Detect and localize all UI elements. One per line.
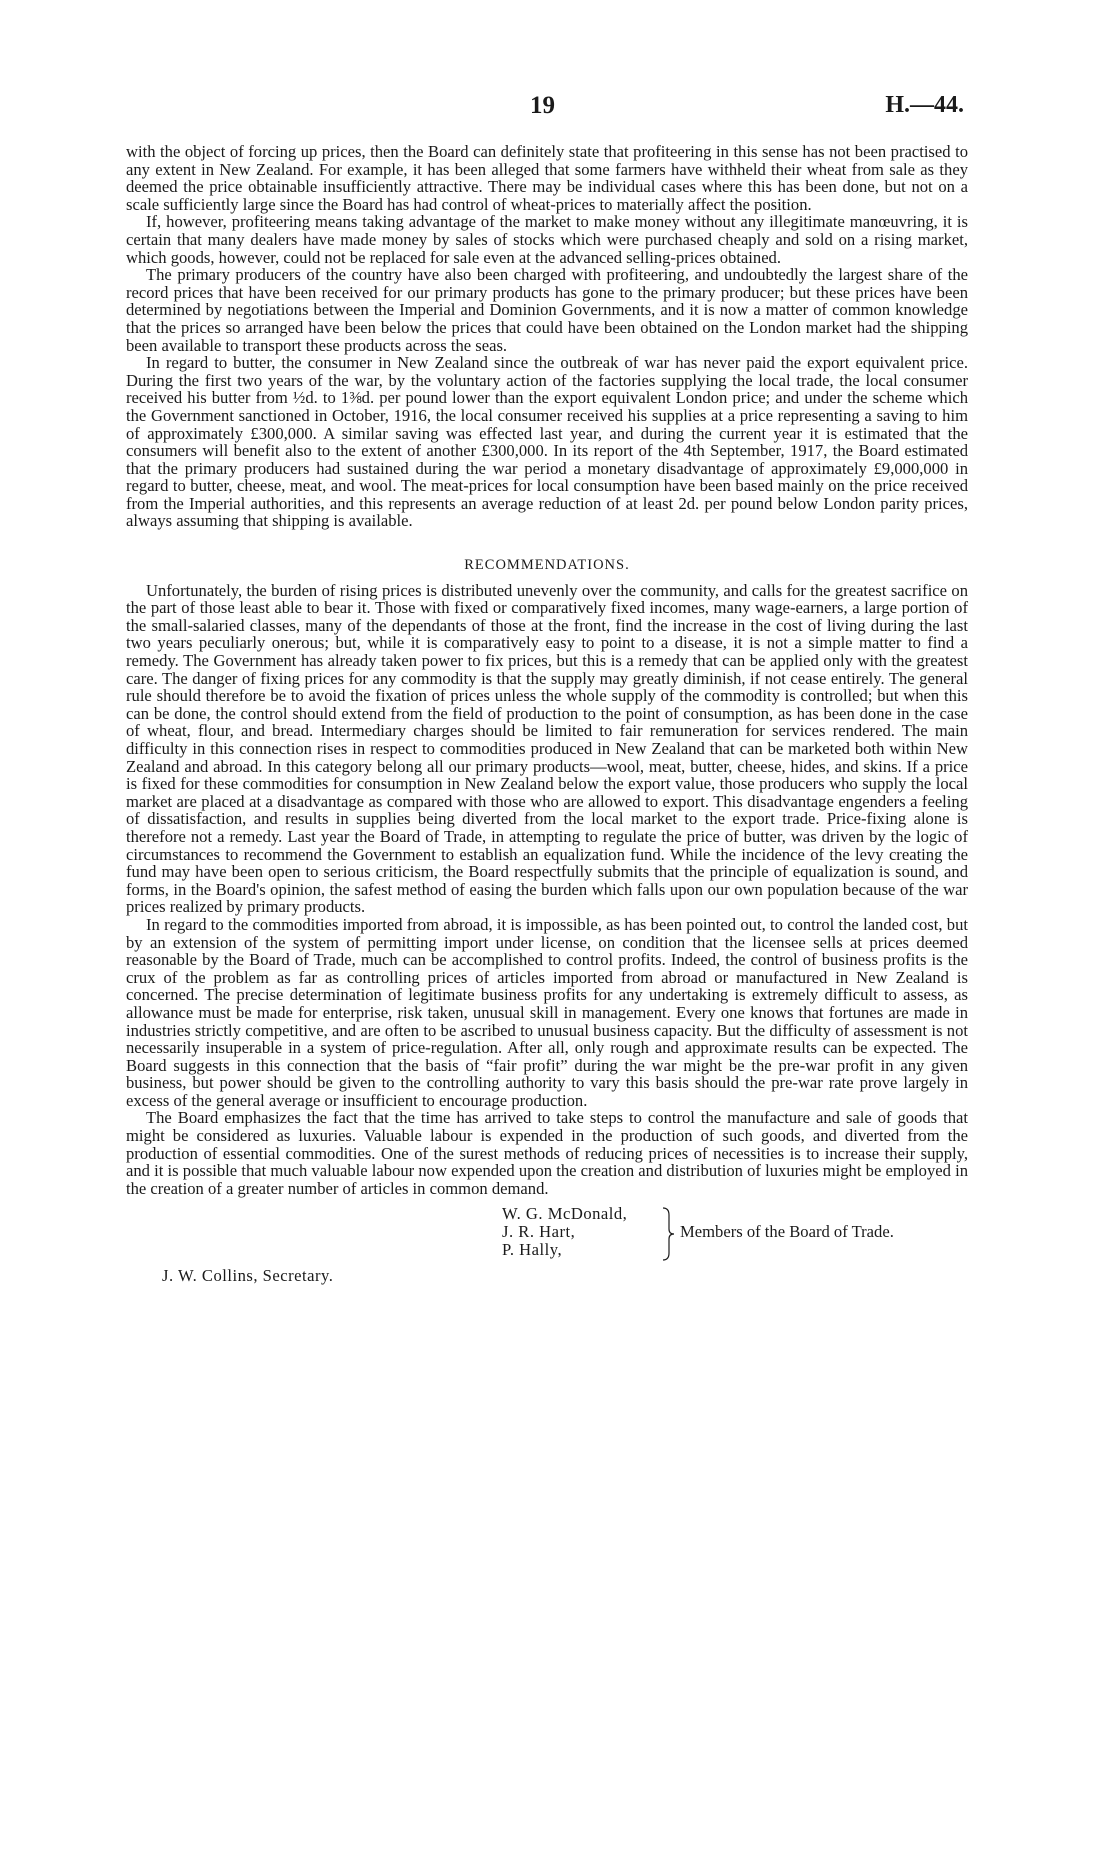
- body-paragraph: In regard to butter, the consumer in New Zealand since the outbreak of war has never paid the export equivalent price. During the first two years of the war, by the voluntary action of the factories supplying the local trade, the local consumer received his butter from ½d. to 1⅜d. per pound lower than the export equivalent London price; and under the scheme which the Government sanctioned in October, 1916, the local consumer received his supplies at a price representing a saving to him of approximately £300,000. A similar saving was effected last year, and during the current year it is estimated that the consumers will benefit also to the extent of another £300,000. In its report of the 4th September, 1917, the Board estimated that the primary producers had sustained during the war period a monetary disadvantage of approximately £9,000,000 in regard to butter, cheese, meat, and wool. The meat-prices for local consumption have been based mainly on the price received from the Imperial authorities, and this represents an average reduction of at least 2d. per pound below London parity prices, always assuming that shipping is available.: [126, 353, 968, 531]
- body-paragraph: If, however, profiteering means taking advantage of the market to make money without any illegitimate manœuvring, it is certain that many dealers have made money by sales of stocks which were purchased cheaply and sold on a rising market, which goods, however, could not be replaced for sale even at the advanced selling-prices obtained.: [126, 212, 968, 267]
- brace-icon: [661, 1207, 675, 1261]
- recommendation-paragraph: The Board emphasizes the fact that the time has arrived to take steps to control the manufacture and sale of goods that might be considered as luxuries. Valuable labour is expended in the production of such goods, and diverted from the production of essential commodities. One of the surest methods of reducing prices of necessities is to increase their supply, and it is possible that much valuable labour now expended upon the creation and distribution of luxuries might be employed in the creation of a greater number of articles in common demand.: [126, 1108, 968, 1198]
- section-heading: RECOMMENDATIONS.: [464, 557, 630, 574]
- document-reference: H.—44.: [885, 92, 964, 118]
- page-header: [0, 92, 1114, 124]
- member-names: [502, 1205, 627, 1259]
- body-paragraph: The primary producers of the country have also been charged with profiteering, and undoubtedly the largest share of the record prices that have been received for our primary products has gone to the primary producer; but these prices have been determined by negotiations between the Imperial and Dominion Governments, and it is now a matter of common knowledge that the prices so arranged have been below the prices that could have been obtained on the London market had the shipping been available to transport these products across the seas.: [126, 265, 968, 355]
- secretary-line: J. W. Collins, Secretary.: [162, 1266, 334, 1286]
- member-name: W. G. McDonald,: [502, 1204, 628, 1224]
- recommendation-paragraph: Unfortunately, the burden of rising prices is distributed unevenly over the community, and calls for the greatest sacrifice on the part of those least able to bear it. Those with fixed or comparatively fixed incomes, many wage-earners, a large portion of the small-salaried classes, many of the dependants of those at the front, find the increase in the cost of living during the last two years peculiarly onerous; but, while it is comparatively easy to point to a disease, it is not a simple matter to find a remedy. The Government has already taken power to fix prices, but this is a remedy that can be applied only with the greatest care. The danger of fixing prices for any commodity is that the supply may greatly diminish, if not cease entirely. The general rule should therefore be to avoid the fixation of prices unless the whole supply of the commodity is controlled; but when this can be done, the control should extend from the field of production to the point of consumption, as has been done in the case of wheat, flour, and bread. Intermediary charges should be limited to fair remuneration for services rendered. The main difficulty in this connection rises in respect to commodities produced in New Zealand that can be marketed both within New Zealand and abroad. In this category belong all our primary products—wool, meat, butter, cheese, hides, and skins. If a price is fixed for these commodities for consumption in New Zealand below the export value, those producers who supply the local market are placed at a disadvantage as compared with those who are allowed to export. This disadvantage engenders a feeling of dissatisfaction, and results in supplies being diverted from the local market to the export trade. Price-fixing alone is therefore not a remedy. Last year the Board of Trade, in attempting to regulate the price of butter, was driven by the logic of circumstances to recommend the Government to establish an equalization fund. While the incidence of the levy creating the fund may have been open to serious criticism, the Board respectfully submits that the principle of equalization is sound, and forms, in the Board's opinion, the safest method of easing the burden which falls upon our own population because of the war prices realized by primary products.: [126, 580, 968, 917]
- members-label: Members of the Board of Trade.: [680, 1222, 894, 1242]
- member-name: J. R. Hart,: [502, 1222, 576, 1242]
- page-number: 19: [530, 92, 555, 119]
- recommendation-paragraph: In regard to the commodities imported from abroad, it is impossible, as has been pointed out, to control the landed cost, but by an extension of the system of permitting import under license, on condition that the licensee sells at prices deemed reasonable by the Board of Trade, much can be accomplished to control profits. Indeed, the control of business profits is the crux of the problem as far as controlling prices of articles imported from abroad or manufactured in New Zealand is concerned. The precise determination of legitimate business profits for any undertaking is extremely difficult to assess, as allowance must be made for enterprise, risk taken, unusual skill in management. Every one knows that fortunes are made in industries strictly competitive, and are often to be ascribed to unusual business capacity. But the difficulty of assessment is not necessarily insuperable in a system of price-regulation. After all, only rough and approximate results can be expected. The Board suggests in this connection that the basis of “fair profit” during the war might be the pre-war profit in any given business, but power should be given to the controlling authority to vary this basis should the pre-war rate prove largely in excess of the general average or insufficient to encourage production.: [126, 914, 968, 1110]
- body-paragraph: with the object of forcing up prices, then the Board can definitely state that profiteering in this sense has not been practised to any extent in New Zealand. For example, it has been alleged that some farmers have withheld their wheat from sale as they deemed the price obtainable insufficiently attractive. There may be individual cases where this has been done, but not on a scale sufficiently large since the Board has had control of wheat-prices to materially affect the position.: [126, 142, 968, 214]
- page-body: [126, 143, 968, 1285]
- signature-block: [126, 1205, 968, 1265]
- member-name: P. Hally,: [502, 1240, 563, 1260]
